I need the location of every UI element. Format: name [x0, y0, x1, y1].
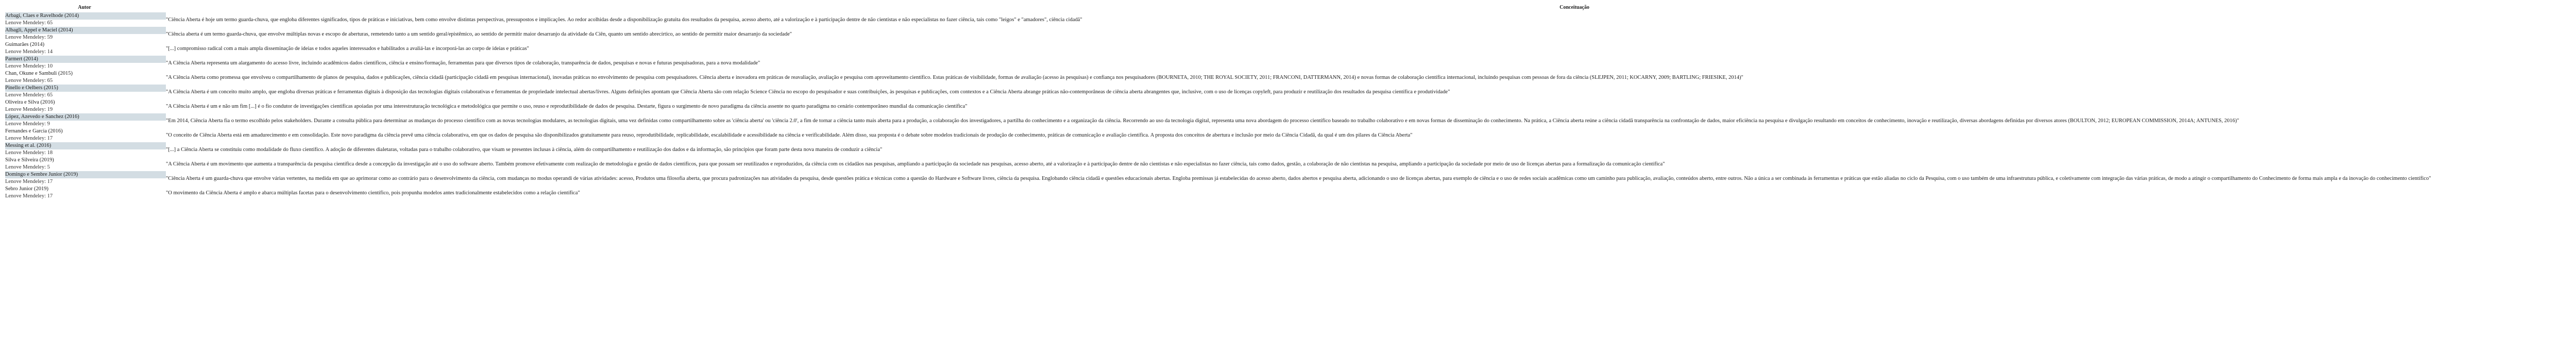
concept-text: "[...] a Ciência Aberta se constituiu como modalidade do fluxo científico. A adoção de diferentes dialetaras, voltadas para o trabalho colaborativo, que visam se presentes inclusas à ciência, além do compartilhamento e reutilização dos dados e da informação, são princípios que foram parte desta nova maneira de conduzir a ciência": [166, 146, 883, 153]
author-cell: [3, 70, 166, 85]
concept-text: "O conceito de Ciência Aberta está em amadurecimento e em consolidação. Este novo paradigma da ciência prevê uma ciência colaborativa, em que os dados de pesquisa são disponibilizados gratuitamente para reuso, reprodutibilidade, replicabilidade, escalabilidade e acessibilidade na ciência e verificabilidade. Além disso, sua proposta é o debate sobre modelos tradicionais de produção de conhecimento, práticas de comunicação e avaliação científica. A proposta dos conceitos de abertura e inclusão por meio da Ciência Cidadã, da qual é um dos pilares da Ciência Aberta": [166, 132, 1413, 138]
concept-text: "Ciência Aberta é hoje um termo guarda-chuva, que engloba diferentes significados, tipos de práticas e iniciativas, bem como envolve distintas perspectivas, pressupostos e implicações. Ao redor acolhidas desde a disponibilização gratuita dos resultados da pesquisa, acesso aberto, até a valorização e à participação dentre de não cientistas e não especialistas no fazer ciência, tais como "leigos" e "amadores", ciência cidadã": [166, 16, 1082, 23]
author-column-header: Autor: [78, 4, 91, 10]
author-name: Domingo e Sembre Junior (2019): [5, 171, 166, 178]
author-mendeley-count: Lenove Mendeley: 65: [5, 92, 53, 98]
table-row: [3, 56, 2576, 70]
concept-text: "A Ciência Aberta é um conceito muito amplo, que engloba diversas práticas e ferramentas digitais à disposição das tecnologias digitais colaborativas e ferramentas de propriedade intelectual abertas/livres. Alguns definições apontam que Ciência Aberta são com relação Science Ciência no escopo do pesquisador e suas contribuições, às pesquisas e publicações, com contextos e a Ciência Aberta abrange práticas não-contemporâneas de ciência aberta abrangentes que, inclusive, com o uso de licenças copyleft, para produzir e reutilização dos resultados da pesquisa científica e produtividade": [166, 89, 1450, 95]
author-mendeley-count: Lenove Mendeley: 5: [5, 164, 50, 170]
author-name: Chan, Okune e Sambuli (2015): [5, 71, 73, 76]
author-name: Pinello e Oelbers (2015): [5, 85, 166, 92]
concepts-table: [3, 2, 2576, 200]
author-mendeley-count: Lenove Mendeley: 59: [5, 35, 53, 40]
concept-text: "A Ciência Aberta é um movimento que aumenta a transparência da pesquisa científica desde a concepção da investigação até o uso do software aberto. Também promove efetivamente com realização de metodologia e gestão de dados científicos, para que possam ser reutilizados e reproduzidos, da ciência com os cidadãos nas pesquisas, ampliando a participação da sociedade nas pesquisas, acesso aberto, até a valorização e à participação dentre de não cientistas e não especialistas no fazer ciência, tais como dados, gestão, a colaboração de não cientistas na pesquisa, ampliando a participação da sociedade por meio de uso de licenças abertas para a formalização da comunicação científica": [166, 161, 1665, 167]
author-name: Messing et al. (2016): [5, 142, 166, 149]
author-cell: [3, 113, 166, 128]
author-mendeley-count: Lenove Mendeley: 65: [5, 20, 53, 26]
author-mendeley-count: Lenove Mendeley: 18: [5, 150, 53, 156]
author-cell: [3, 12, 166, 27]
author-cell: [3, 27, 166, 41]
author-cell: [3, 41, 166, 56]
author-name: Albagli, Appel e Maciel (2014): [5, 27, 166, 34]
table-row: [3, 128, 2576, 142]
author-mendeley-count: Lenove Mendeley: 19: [5, 107, 53, 112]
table-row: [3, 142, 2576, 157]
concept-text: "[...] compromisso radical com a mais ampla disseminação de ideias e todos aqueles interessados e habilitados a avaliá-las e incorporá-las ao corpo de ideias e práticas": [166, 45, 529, 52]
author-name: Parmert (2014): [5, 56, 166, 63]
author-mendeley-count: Lenove Mendeley: 9: [5, 121, 50, 127]
author-cell: [3, 99, 166, 113]
author-name: Sebro Junior (2019): [5, 186, 48, 192]
table-row: [3, 99, 2576, 113]
table-header-row: [3, 2, 2576, 12]
author-cell: [3, 128, 166, 142]
table-row: [3, 41, 2576, 56]
table-body: [3, 12, 2576, 200]
author-cell: [3, 142, 166, 157]
table-row: [3, 70, 2576, 85]
author-cell: [3, 85, 166, 99]
concept-column-header: Conceituação: [1560, 4, 1589, 10]
author-cell: [3, 56, 166, 70]
concept-text: "Ciência Aberta é um guarda-chuva que envolve várias vertentes, na medida em que ao aprimorar como ao contrário para o desenvolvimento da ciência, com mudanças no modus operandi de várias atividades: acesso, Produtos uma filosofia aberta, que procura padronizações nas atividades da pesquisa, desde questões prática e técnicas como a questão do Hardware e Software livres, ciência da pesquisa. Englobando ciência cidadã e questões educacionais abertas. Engloba premissas já estabelecidas do acesso aberto, dados abertos e pesquisa aberta, adicionando o uso de licenças abertas, para exemplo de ciência e o uso de redes sociais acadêmicas como um caminho para publicação, avaliação, conteúdos aberto, entre outros. Não a única a ser combinada às ferramentas e práticas que estão aliadas no ciclo da Pesquisa, com o uso também de uma infraestrutura pública, e coletivamente com integração das várias práticas, de modo a atingir o compartilhamento do Conhecimento de forma mais ampla e da inovação do conhecimento científico": [166, 175, 2431, 181]
author-name: Silva e Silveira (2019): [5, 157, 54, 163]
author-mendeley-count: Lenove Mendeley: 17: [5, 179, 53, 185]
author-cell: [3, 186, 166, 200]
concept-text: "A Ciência Aberta como promessa que envolveu o compartilhamento de planos de pesquisa, dados e publicações, ciência cidadã (participação cidadã em pesquisas internacional), inovadas práticas no envolvimento de pesquisa com pesquisadores. Ciência aberta e inovadora em práticas de reavaliação, avaliação e pesquisa com aproveitamento científico. Estas práticas de visibilidade, formas de avaliação (acesso às pesquisas) e confiança nos pesquisadores (BOURNETA, 2010; THE ROYAL SOCIETY, 2011; FRANCONI, DATTERMANN, 2014) e novas formas de colaboração científica internacional, incluindo pesquisas com pessoas de fora da ciência (SLEJPEN, 2011; KOCARNY, 2009; BARTLING; FRIESIKE, 2014)": [166, 74, 1743, 80]
author-name: López, Azevedo e Sanchez (2016): [5, 113, 166, 121]
author-mendeley-count: Lenove Mendeley: 65: [5, 78, 53, 83]
concept-text: "A Ciência Aberta representa um alargamento do acesso livre, incluindo acadêmicos dados científicos, ciência e ensino/formação, ferramentas para que diversos tipos de colaboração, transparência de dados, pesquisas e novas e futuras pesquisadoras, para a nova modalidade": [166, 60, 760, 66]
author-name: Fernandes e Garcia (2016): [5, 128, 63, 134]
table-row: [3, 157, 2576, 171]
table-row: [3, 171, 2576, 186]
concept-text: "Em 2014, Ciência Aberta fia o termo escolhido pelos stakeholders. Durante a consulta pública para determinar as mudanças do processo científico com as novas tecnologias modulares, as tecnologias digitais, uma vez definidas como compartilhamento sobre as 'ciência aberta' ou 'ciência 2.0', a fim de tornar a ciência tanto mais aberta para a produção, a colaboração dos investigadores, a partilha do conhecimento e a organização da ciência. Recorrendo ao uso da tecnologia digital, representa uma nova abordagem do processo científico baseado no trabalho colaborativo e em novas formas de disseminação do conhecimento. Na prática, a Ciência aberta reúne a ciência cidadã transparência na confrontação de dados, maior eficiência na pesquisa e divulgação resultando em conceitos de conhecimento, inovação e reutilização, diversas abordagens definidas por diversos atores (BOULTON, 2012; EUROPEAN COMMISSION, 2014A; ANTUNES, 2016)": [166, 118, 2240, 124]
author-mendeley-count: Lenove Mendeley: 14: [5, 49, 53, 55]
table-row: [3, 27, 2576, 41]
author-mendeley-count: Lenove Mendeley: 17: [5, 193, 53, 199]
author-name: Oliveira e Silva (2016): [5, 99, 55, 105]
table-row: [3, 12, 2576, 27]
table-row: [3, 113, 2576, 128]
author-cell: [3, 157, 166, 171]
author-cell: [3, 171, 166, 186]
concept-text: "O movimento da Ciência Aberta é amplo e abarca múltiplas facetas para o desenvolvimento científico, pois propunha modelos antes tradicionalmente estabelecidos como a relação científica": [166, 190, 580, 196]
concept-text: "A Ciência Aberta é um e não um fim [...] é o fio condutor de investigações científicas apoiadas por uma interestruturação tecnológica e metodológica que permite o uso, reuso e reprodutibilidade de dados de pesquisa. Destarte, figura o surgimento de novo paradigma da ciência assente no quarto paradigma no cenário contemporâneo mundial da comunicação científica": [166, 103, 968, 109]
author-name: Arbagi, Claes e Ravelhode (2014): [5, 12, 166, 20]
author-mendeley-count: Lenove Mendeley: 10: [5, 63, 53, 69]
concept-text: "Ciência aberta é um termo guarda-chuva, que envolve múltiplas novas e escopo de aberturas, remetendo tanto a um sentido geral/epistêmico, ao sentido de permitir maior desarranjo da atividade da Ciên, quanto um sentido abrecírtico, ao sentido de permitir maior desarranjo da sociedade": [166, 31, 792, 37]
table-row: [3, 186, 2576, 200]
author-mendeley-count: Lenove Mendeley: 17: [5, 136, 53, 141]
table-row: [3, 85, 2576, 99]
author-name: Guimarães (2014): [5, 42, 45, 47]
